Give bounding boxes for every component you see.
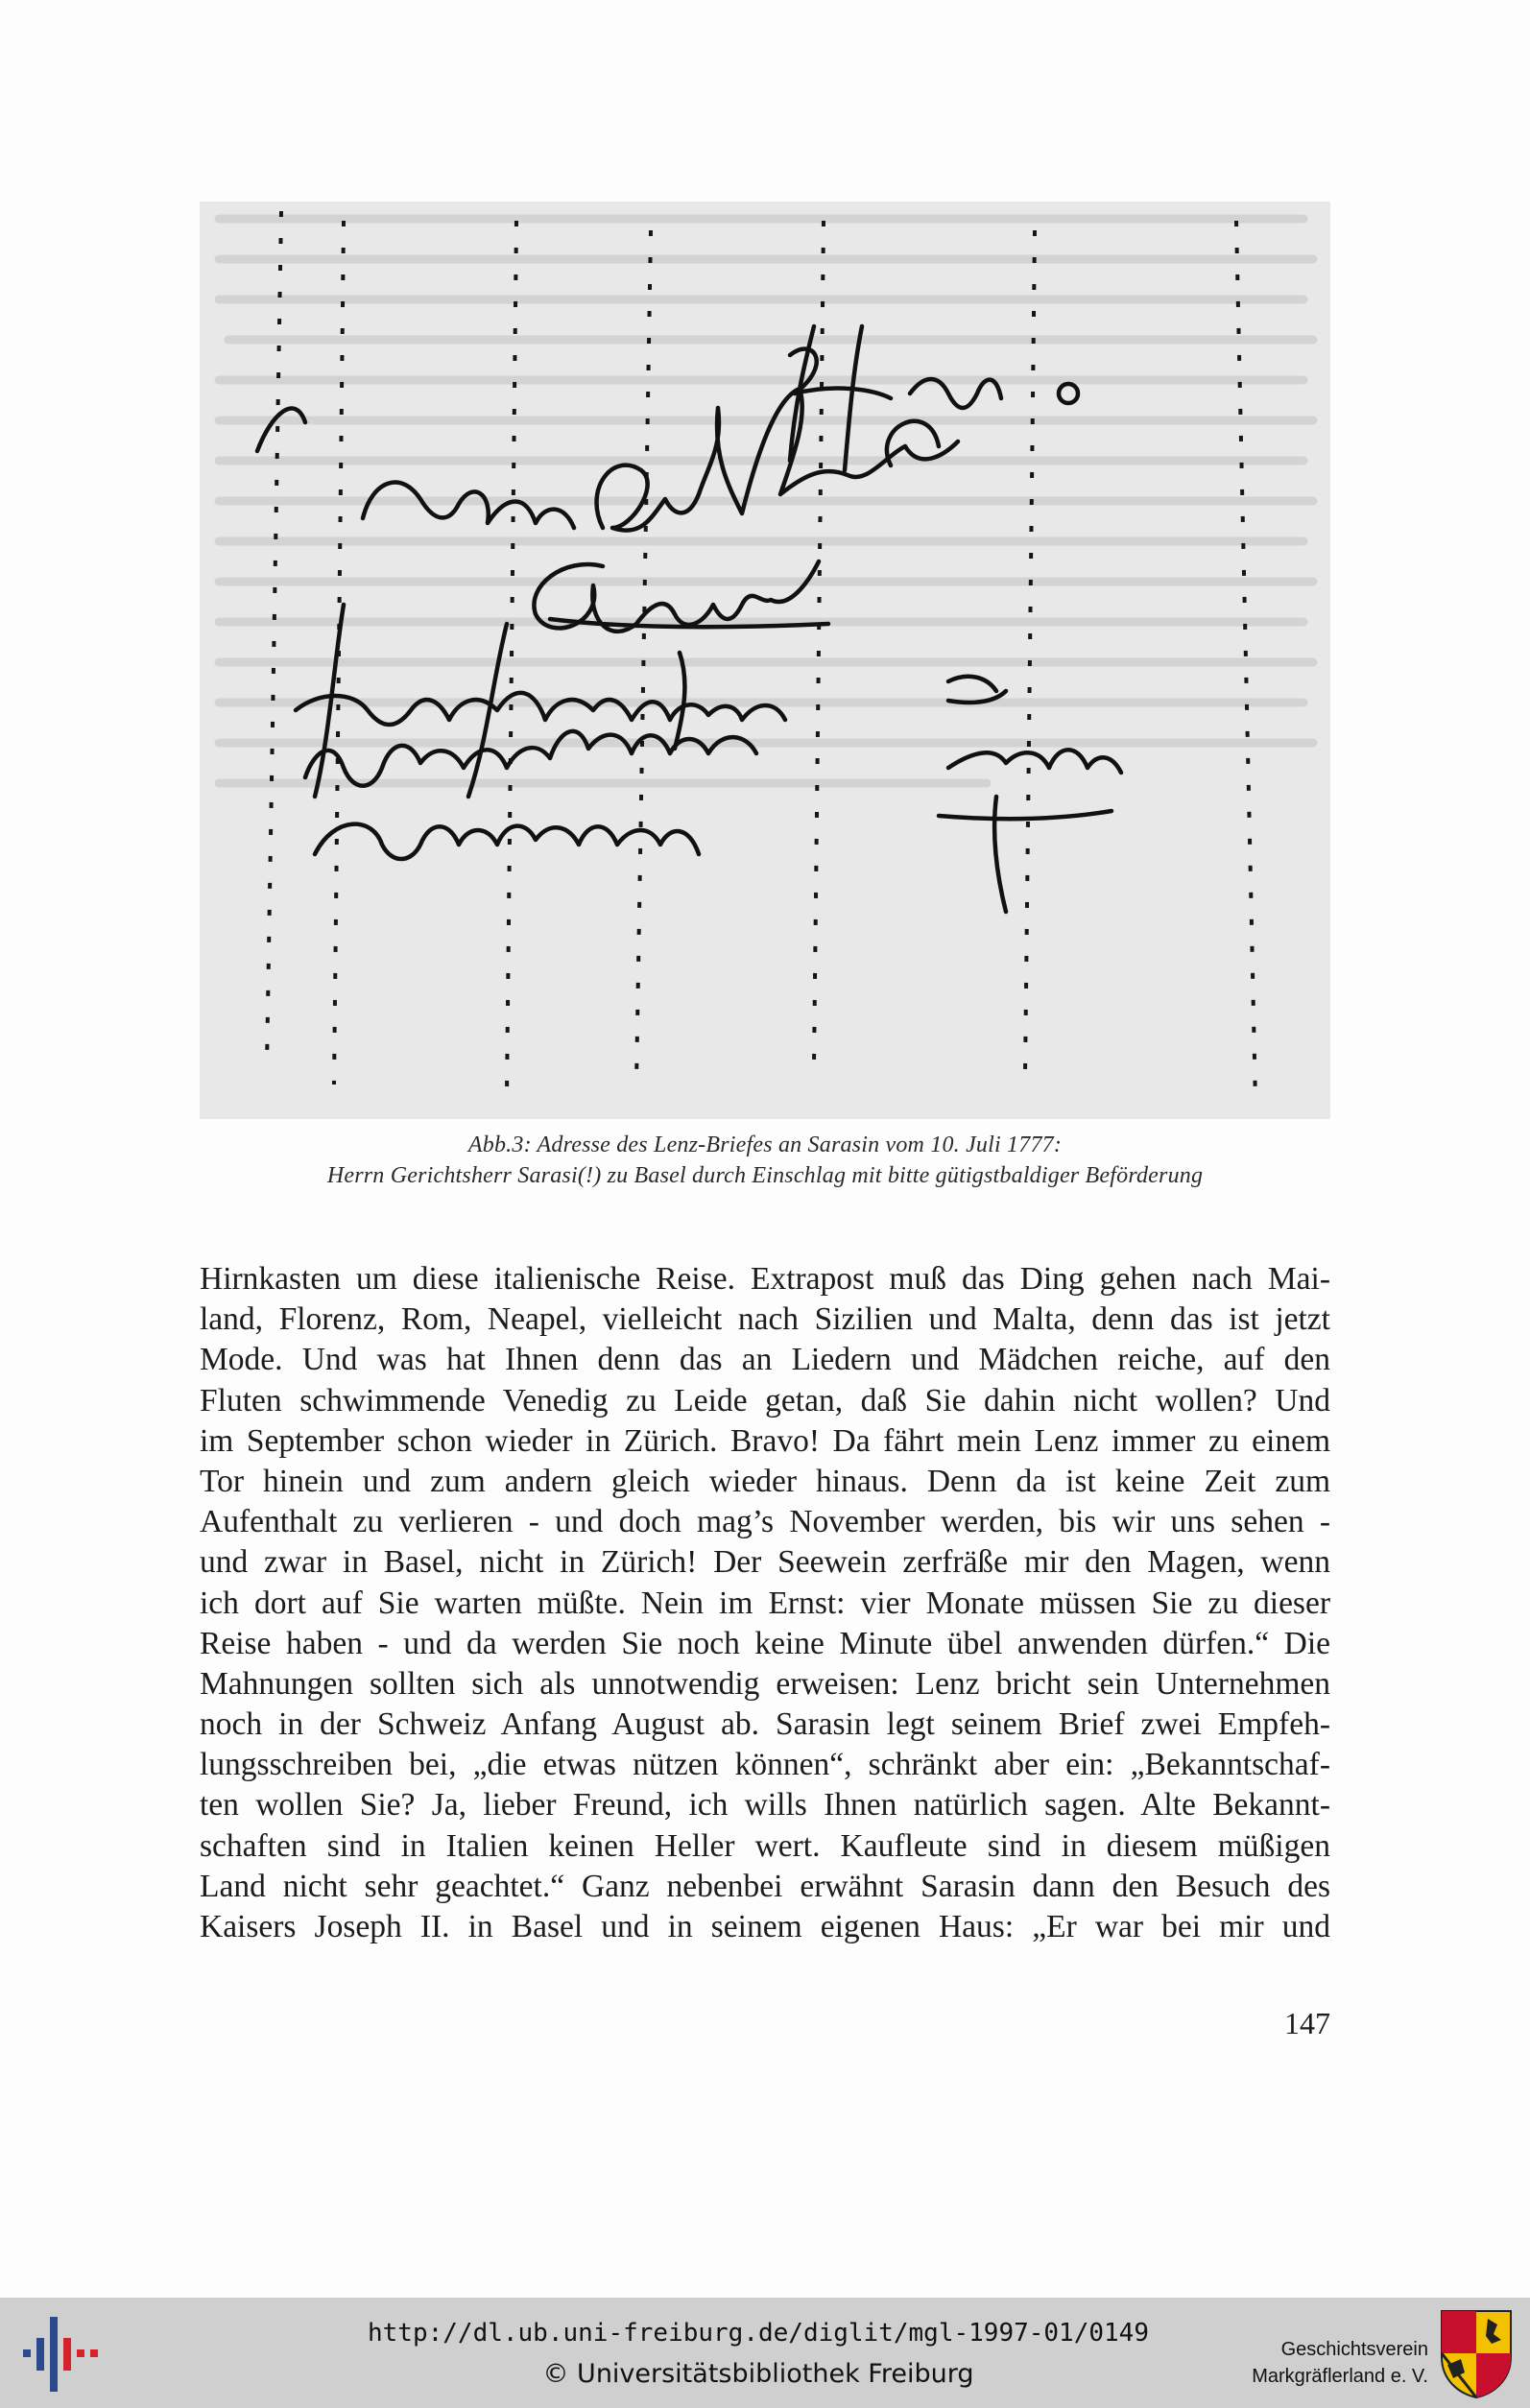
text-line: Hirnkasten um diese italienische Reise. Extrapost muß das Ding gehen nach Mai- — [200, 1261, 1330, 1297]
text-line: im September schon wieder in Zürich. Bravo! Da fährt mein Lenz immer zu einem — [200, 1422, 1330, 1459]
text-line: ten wollen Sie? Ja, lieber Freund, ich wills Ihnen natürlich sagen. Alte Bekannt- — [200, 1787, 1330, 1824]
text-line: Fluten schwimmende Venedig zu Leide getan, daß Sie dahin nicht wollen? Und — [200, 1382, 1330, 1419]
text-line: lungsschreiben bei, „die etwas nützen können“, schränkt aber ein: „Bekanntschaf- — [200, 1747, 1330, 1783]
text-line: Mahnungen sollten sich als unnotwendig erweisen: Lenz bricht sein Unternehmen — [200, 1665, 1330, 1702]
society-name — [1219, 2336, 1428, 2390]
text-line: schaften sind in Italien keinen Heller wert. Kaufleute sind in diesem müßigen — [200, 1827, 1330, 1864]
text-line: Land nicht sehr geachtet.“ Ganz nebenbei erwähnt Sarasin dann den Besuch des — [200, 1868, 1330, 1904]
text-line: ich dort auf Sie warten müßte. Nein im Ernst: vier Monate müssen Sie zu dieser — [200, 1585, 1330, 1621]
figure-caption-line-2: Herrn Gerichtsherr Sarasi(!) zu Basel durch Einschlag mit bitte gütigstbaldiger Beförderung — [326, 1163, 1204, 1188]
text-line: land, Florenz, Rom, Neapel, vielleicht nach Sizilien und Malta, denn das ist jetzt — [200, 1301, 1330, 1338]
ub-freiburg-logo-icon[interactable] — [17, 2311, 104, 2397]
body-paragraph — [200, 1259, 1330, 1947]
text-line: Aufenthalt zu verlieren - und doch mag’s November werden, bis wir uns sehen - — [200, 1504, 1330, 1540]
figure-caption-line-1: Abb.3: Adresse des Lenz-Briefes an Sarasin vom 10. Juli 1777: — [467, 1132, 1063, 1157]
manuscript-image — [200, 202, 1330, 1119]
page-number: 147 — [1284, 2006, 1330, 2040]
copyright-text: © Universitätsbibliothek Freiburg — [542, 2359, 974, 2389]
text-line: noch in der Schweiz Anfang August ab. Sarasin legt seinem Brief zwei Empfeh- — [200, 1706, 1330, 1743]
text-line: Mode. Und was hat Ihnen denn das an Liedern und Mädchen reiche, auf den — [200, 1342, 1330, 1378]
footer-bar — [0, 2298, 1530, 2408]
manuscript-figure — [200, 202, 1330, 1119]
text-line: Kaisers Joseph II. in Basel und in seinem eigenen Haus: „Er war bei mir und — [200, 1909, 1330, 1944]
coat-of-arms-icon[interactable] — [1438, 2307, 1515, 2399]
society-name-line-2: Markgräflerland e. V. — [1252, 2366, 1428, 2387]
text-line: Reise haben - und da werden Sie noch keine Minute übel anwenden dürfen.“ Die — [200, 1625, 1330, 1661]
text-line: Tor hinein und zum andern gleich wieder hinaus. Denn da ist keine Zeit zum — [200, 1463, 1330, 1499]
text-line: und zwar in Basel, nicht in Zürich! Der Seewein zerfräße mir den Magen, wenn — [200, 1544, 1330, 1581]
society-name-line-1: Geschichtsverein — [1280, 2339, 1428, 2360]
source-url-link[interactable]: http://dl.ub.uni-freiburg.de/diglit/mgl-1997-01/0149 — [368, 2319, 1149, 2348]
